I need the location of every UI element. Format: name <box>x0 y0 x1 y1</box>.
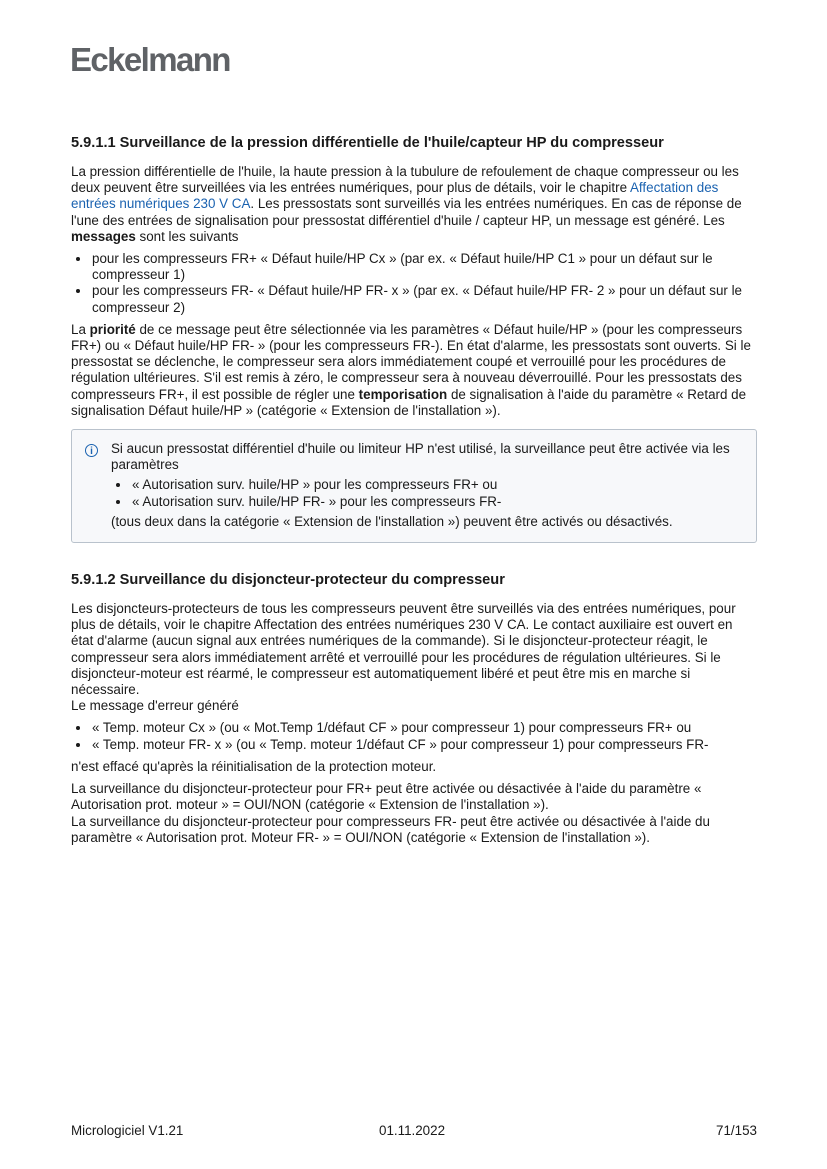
bold-text: temporisation <box>358 386 448 402</box>
list-item: • « Temp. moteur Cx » (ou « Mot.Temp 1/défaut CF » pour compresseur 1) pour compresseurs FR+ ou <box>91 720 757 736</box>
paragraph: La surveillance du disjoncteur-protecteur pour FR+ peut être activée ou désactivée à l'aide du paramètre « Autorisation prot. moteur » = OUI/NON (catégorie « Extension de l'installation »). <box>71 781 702 813</box>
note-bullet-list <box>111 477 742 509</box>
paragraph: n'est effacé qu'après la réinitialisation de la protection moteur. <box>71 758 437 774</box>
note-intro: Si aucun pressostat différentiel d'huile ou limiteur HP n'est utilisé, la surveillance peut être activée via les paramètres <box>111 441 730 473</box>
info-note <box>71 429 757 543</box>
page-number: 71/153 <box>716 1123 757 1138</box>
paragraph <box>71 601 757 698</box>
paragraph: La surveillance du disjoncteur-protecteur pour compresseurs FR- peut être activée ou désactivée à l'aide du paramètre « Autorisation prot. Moteur FR- » = OUI/NON (catégorie « Extension de l'installation »). <box>71 813 710 845</box>
bullet-list <box>71 720 757 752</box>
text: La pression différentielle de l'huile, la haute pression à la tubulure de refoulement de chaque compresseur ou les deux peuvent être surveillées via les entrées numériques, pour plus de détails, voir le chapitre <box>71 164 739 196</box>
list-item: • « Autorisation surv. huile/HP FR- » pour les compresseurs FR- <box>131 494 742 510</box>
text: sont les suivants <box>135 228 239 244</box>
text: La <box>71 321 90 337</box>
date: 01.11.2022 <box>379 1123 446 1138</box>
text: . Les pressostats sont surveillés via les entrées numériques. En cas de réponse de l'une des entrées de signalisation pour pressostat différentiel d'huile / capteur HP, un message est généré. Les <box>71 196 742 228</box>
paragraph <box>71 322 757 419</box>
list-item: • « Autorisation surv. huile/HP » pour les compresseurs FR+ ou <box>131 477 742 493</box>
document-body <box>71 134 757 852</box>
list-item: • pour les compresseurs FR+ « Défaut huile/HP Cx » (par ex. « Défaut huile/HP C1 » pour un défaut sur le compresseur 1) <box>91 251 757 283</box>
firmware-version: Micrologiciel V1.21 <box>71 1123 184 1138</box>
note-outro: (tous deux dans la catégorie « Extension de l'installation ») peuvent être activés ou désactivés. <box>111 513 673 529</box>
bold-text: messages <box>71 228 136 244</box>
info-icon: i <box>85 444 98 457</box>
text: de ce message peut être sélectionnée via les paramètres « Défaut huile/HP » (pour les compresseurs FR+) ou « Défaut huile/HP FR- » (pour les compresseurs FR-). En état d'alarme, les pressostats sont ouverts. Si le pressostat se déclenche, le compresseur sera alors immédiatement coupé et verrouillé pour les procédures de régulation ultérieures. S'il est remis à zéro, le compresseur sera à nouveau déverrouillé. Pour les pressostats des compresseurs FR+, il est possible de régler une <box>71 321 751 402</box>
paragraph <box>71 164 757 245</box>
list-item: • pour les compresseurs FR- « Défaut huile/HP FR- x » (par ex. « Défaut huile/HP FR- 2 » pour un défaut sur le compresseur 2) <box>91 283 757 315</box>
section-heading: 5.9.1.1 Surveillance de la pression différentielle de l'huile/capteur HP du compresseur <box>71 135 664 151</box>
bullet-list <box>71 251 757 316</box>
list-item: • « Temp. moteur FR- x » (ou « Temp. moteur 1/défaut CF » pour compresseur 1) pour compresseurs FR- <box>91 737 757 753</box>
chapter-link[interactable]: Affectation des entrées numériques 230 V CA <box>71 180 719 212</box>
text: de signalisation à l'aide du paramètre « Retard de signalisation Défaut huile/HP » (catégorie « Extension de l'installation »). <box>71 386 747 418</box>
paragraph: Le message d'erreur généré <box>71 698 239 714</box>
eckelmann-logo: Eckelmann <box>70 41 230 78</box>
text: Les disjoncteurs-protecteurs de tous les compresseurs peuvent être surveillés via des entrées numériques, pour plus de détails, voir le chapitre Affectation des entrées numériques 230 V CA. Le contact auxiliaire est ouvert en état d'alarme (aucun signal aux entrées numériques de la commande). Si le disjoncteur-protecteur réagit, le compresseur sera alors immédiatement arrêté et verrouillé pour les procédures de régulation ultérieures. Si le disjoncteur-moteur est réarmé, le compresseur est automatiquement libéré et peut être mis en marche si nécessaire. <box>71 601 736 698</box>
bold-text: priorité <box>89 321 136 337</box>
section-heading: 5.9.1.2 Surveillance du disjoncteur-protecteur du compresseur <box>71 572 505 589</box>
